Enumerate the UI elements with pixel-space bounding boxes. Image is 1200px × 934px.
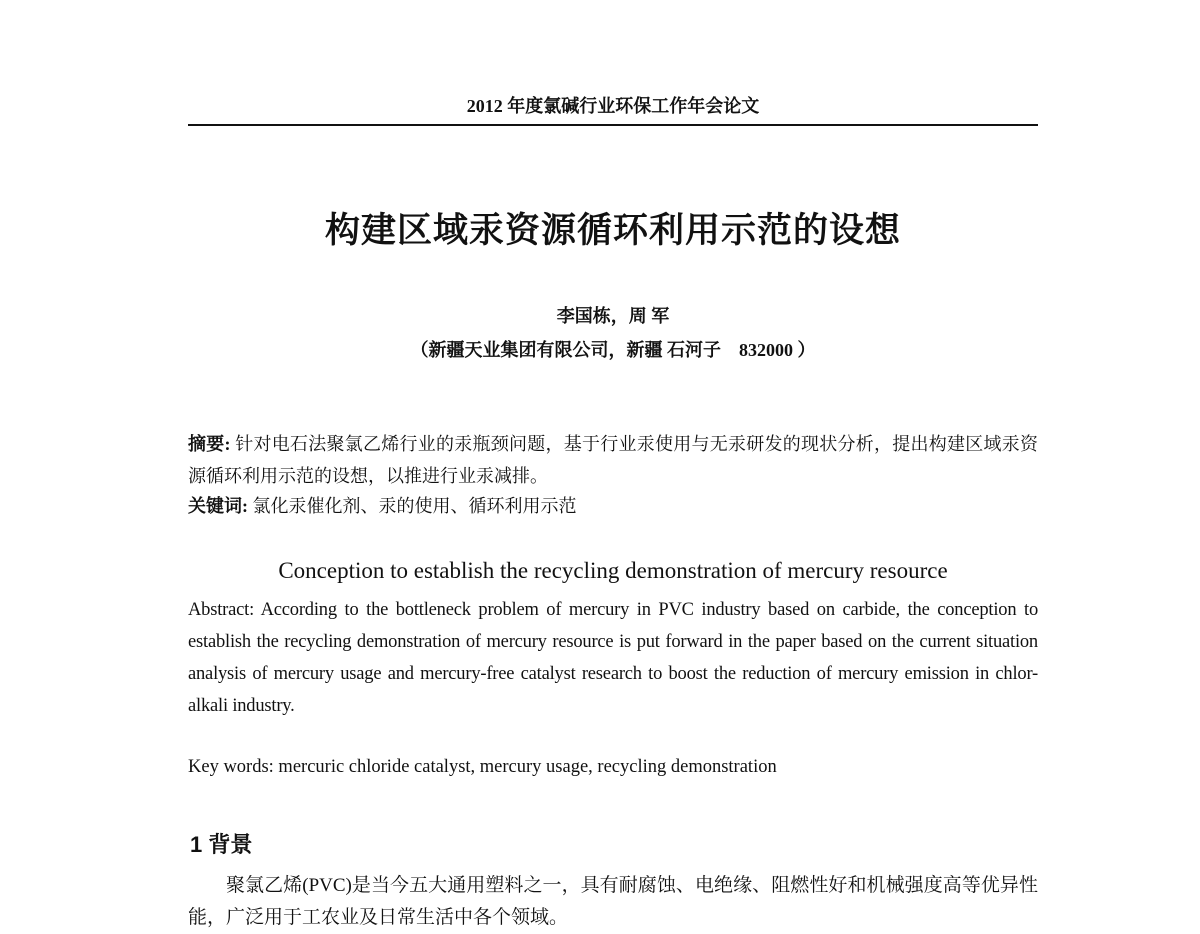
affiliation: （新疆天业集团有限公司，新疆 石河子 832000 ） bbox=[410, 340, 816, 360]
chinese-abstract bbox=[188, 428, 1038, 492]
english-abstract: Abstract: According to the bottleneck problem of mercury in PVC industry based on carbide, the conception to establish the recycling demonstration of mercury resource is put forward in the paper based on the current situation analysis of mercury usage and mercury-free catalyst research to boost the reduction of mercury emission in chlor-alkali industry. bbox=[188, 600, 1038, 716]
english-keywords: Key words: mercuric chloride catalyst, mercury usage, recycling demonstration bbox=[188, 757, 777, 777]
english-title: Conception to establish the recycling demonstration of mercury resource bbox=[278, 558, 948, 583]
running-header: 2012 年度氯碱行业环保工作年会论文 bbox=[466, 96, 760, 116]
abstract-text: 针对电石法聚氯乙烯行业的汞瓶颈问题，基于行业汞使用与无汞研发的现状分析，提出构建区域汞资源循环利用示范的设想，以推进行业汞减排。 bbox=[188, 434, 1038, 486]
paper-title: 构建区域汞资源循环利用示范的设想 bbox=[324, 211, 901, 250]
body-paragraph: 聚氯乙烯(PVC)是当今五大通用塑料之一，具有耐腐蚀、电绝缘、阻燃性好和机械强度高等优异性能，广泛用于工农业及日常生活中各个领域。 bbox=[188, 875, 1038, 928]
abstract-label: 摘要: bbox=[188, 434, 231, 454]
authors: 李国栋，周 军 bbox=[556, 306, 670, 326]
section-heading: 1 背景 bbox=[190, 832, 253, 857]
chinese-keywords bbox=[188, 490, 1038, 522]
keywords-text: 氯化汞催化剂、汞的使用、循环利用示范 bbox=[248, 496, 577, 516]
keywords-label: 关键词: bbox=[188, 496, 248, 516]
header-rule bbox=[188, 124, 1038, 126]
